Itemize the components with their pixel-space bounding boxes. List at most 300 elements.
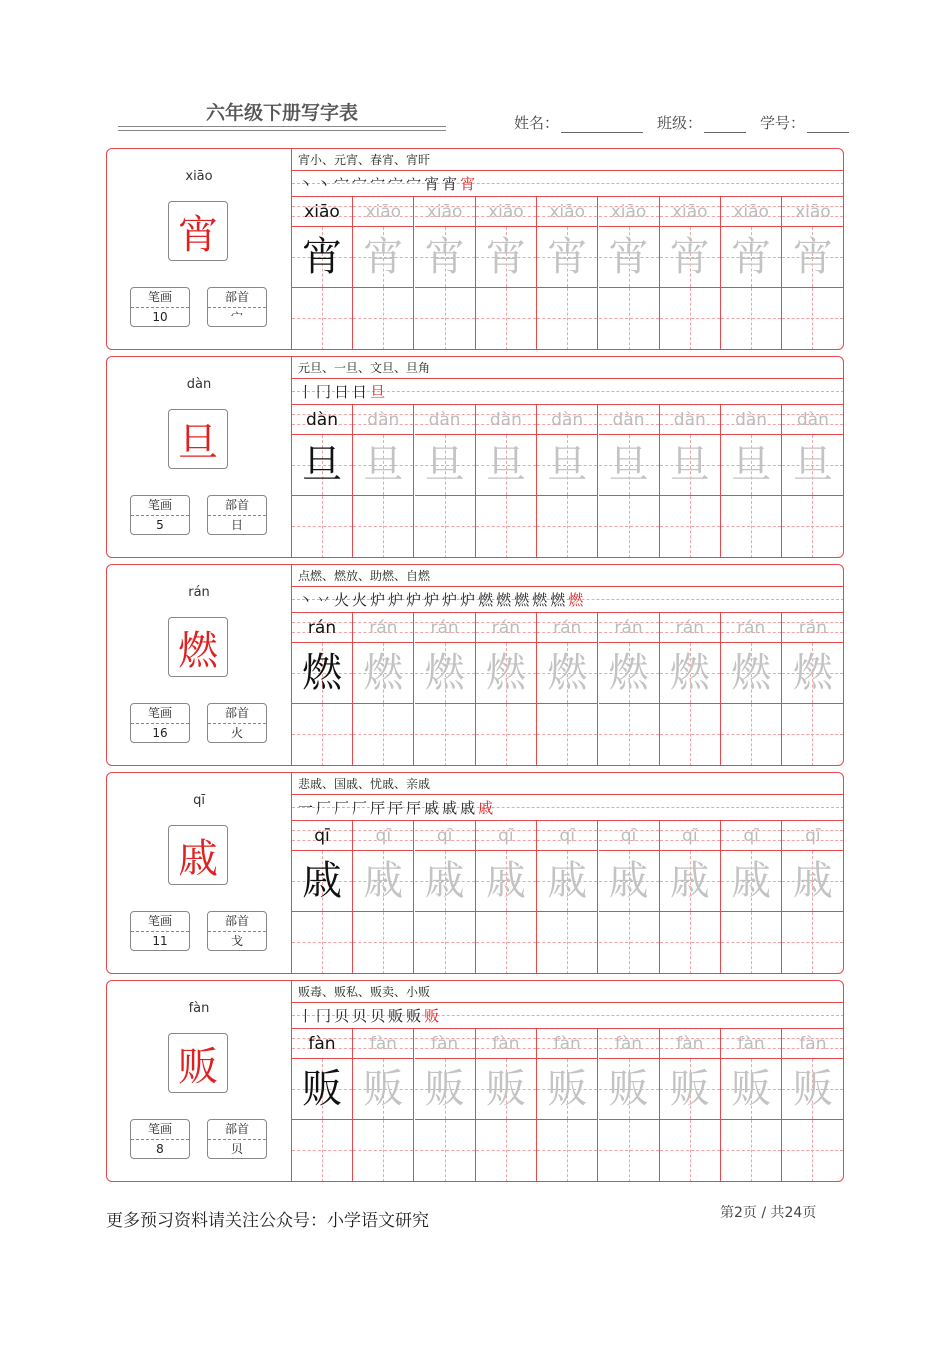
example-words: 宵小、元宵、春宵、宵旰 bbox=[292, 149, 844, 171]
stroke-step: 宀 bbox=[388, 175, 407, 193]
character-pinyin: dàn bbox=[186, 377, 212, 392]
pinyin-cell bbox=[782, 821, 843, 851]
radical-value: 宀 bbox=[230, 310, 243, 324]
class-label: 班级： bbox=[657, 114, 703, 132]
character-display: 燃 bbox=[168, 617, 228, 677]
character-cell[interactable] bbox=[599, 851, 659, 912]
character-cell[interactable] bbox=[782, 227, 843, 288]
stroke-step: 宵 bbox=[442, 175, 461, 193]
character-cell[interactable] bbox=[537, 227, 597, 288]
practice-column bbox=[537, 613, 598, 766]
character-cell[interactable] bbox=[660, 643, 720, 704]
class-field[interactable] bbox=[657, 112, 746, 133]
radical-value: 贝 bbox=[230, 1142, 243, 1156]
blank-writing-cell[interactable] bbox=[292, 1120, 352, 1182]
stroke-step: 贩 bbox=[424, 1007, 443, 1025]
practice-column bbox=[476, 197, 537, 350]
character-model: 贩 bbox=[302, 1066, 342, 1112]
stroke-step: 贩 bbox=[406, 1007, 425, 1025]
character-cell[interactable] bbox=[660, 227, 720, 288]
practice-column bbox=[476, 613, 537, 766]
practice-column bbox=[292, 821, 353, 974]
pinyin-trace: xiāo bbox=[426, 202, 463, 222]
character-info-panel bbox=[107, 565, 292, 765]
blank-writing-cell[interactable] bbox=[599, 288, 659, 350]
practice-column bbox=[353, 821, 414, 974]
stroke-order-row bbox=[292, 795, 844, 821]
blank-writing-cell[interactable] bbox=[599, 1120, 659, 1182]
name-blank[interactable] bbox=[561, 116, 643, 133]
stroke-count-box bbox=[130, 911, 190, 951]
pinyin-model: qī bbox=[314, 826, 330, 846]
title-underline-2 bbox=[118, 130, 446, 131]
stroke-step: 燃 bbox=[532, 591, 551, 609]
pinyin-trace: fàn bbox=[369, 1034, 397, 1054]
stroke-step: 一 bbox=[298, 799, 317, 817]
radical-box bbox=[207, 703, 267, 743]
pinyin-cell bbox=[660, 1029, 720, 1059]
pinyin-cell bbox=[476, 821, 536, 851]
character-cell[interactable] bbox=[721, 643, 781, 704]
pinyin-cell bbox=[537, 821, 597, 851]
character-cell[interactable] bbox=[537, 851, 597, 912]
stroke-order-row bbox=[292, 1003, 844, 1029]
radical-value: 火 bbox=[230, 726, 243, 740]
character-cell[interactable] bbox=[537, 435, 597, 496]
stroke-step: 宀 bbox=[406, 175, 425, 193]
pinyin-cell bbox=[721, 197, 781, 227]
character-cell[interactable] bbox=[782, 435, 843, 496]
pinyin-cell bbox=[292, 821, 352, 851]
blank-writing-cell[interactable] bbox=[721, 704, 781, 766]
blank-writing-cell[interactable] bbox=[415, 912, 475, 974]
character-trace: 燃 bbox=[669, 650, 710, 696]
character-trace: 戚 bbox=[669, 858, 710, 904]
example-words: 点燃、燃放、助燃、自燃 bbox=[292, 565, 844, 587]
practice-column bbox=[721, 197, 782, 350]
practice-column bbox=[292, 197, 353, 350]
blank-writing-cell[interactable] bbox=[782, 288, 843, 350]
stroke-step: 丶 bbox=[316, 175, 335, 193]
stroke-step: 炉 bbox=[406, 591, 425, 609]
stroke-step: 日 bbox=[352, 383, 371, 401]
pinyin-cell bbox=[292, 1029, 352, 1059]
pinyin-trace: xiāo bbox=[795, 202, 831, 222]
pinyin-cell bbox=[599, 405, 659, 435]
practice-column bbox=[782, 197, 843, 350]
pinyin-cell bbox=[537, 197, 597, 227]
blank-writing-cell[interactable] bbox=[660, 704, 720, 766]
practice-panel bbox=[292, 149, 844, 349]
pinyin-trace: rán bbox=[553, 618, 582, 638]
character-trace: 戚 bbox=[792, 858, 833, 904]
character-cell[interactable] bbox=[537, 1059, 597, 1120]
practice-column bbox=[353, 1029, 414, 1182]
pinyin-cell bbox=[353, 613, 413, 643]
pinyin-trace: fàn bbox=[614, 1034, 643, 1054]
pinyin-model: dàn bbox=[306, 410, 338, 430]
pinyin-trace: qī bbox=[620, 826, 637, 846]
pinyin-cell bbox=[721, 821, 781, 851]
character-cell[interactable] bbox=[660, 851, 720, 912]
blank-writing-cell[interactable] bbox=[476, 496, 536, 558]
page-number: 第2页 / 共24页 bbox=[720, 1205, 817, 1221]
practice-column bbox=[599, 821, 660, 974]
pinyin-cell bbox=[660, 197, 720, 227]
blank-writing-cell[interactable] bbox=[292, 912, 352, 974]
pinyin-trace: rán bbox=[614, 618, 643, 638]
example-words: 悲戚、国戚、忧戚、亲戚 bbox=[292, 773, 844, 795]
stroke-count-value: 10 bbox=[152, 310, 168, 324]
blank-writing-cell[interactable] bbox=[292, 288, 352, 350]
stroke-order-row bbox=[292, 171, 844, 197]
radical-box bbox=[207, 495, 267, 535]
character-cell[interactable] bbox=[721, 1059, 781, 1120]
practice-column bbox=[537, 1029, 598, 1182]
blank-writing-cell[interactable] bbox=[537, 288, 597, 350]
stroke-step: 燃 bbox=[496, 591, 515, 609]
blank-writing-cell[interactable] bbox=[537, 912, 597, 974]
character-trace: 宵 bbox=[485, 234, 526, 280]
stroke-step: 厈 bbox=[370, 799, 389, 817]
character-display: 旦 bbox=[168, 409, 228, 469]
character-trace: 戚 bbox=[608, 858, 649, 904]
character-trace: 旦 bbox=[731, 442, 772, 488]
character-cell[interactable] bbox=[782, 851, 843, 912]
stroke-step: 宀 bbox=[334, 175, 353, 193]
stroke-step: 宀 bbox=[352, 175, 371, 193]
pinyin-model: fàn bbox=[308, 1034, 336, 1054]
stroke-count-box bbox=[130, 287, 190, 327]
character-trace: 贩 bbox=[608, 1066, 649, 1112]
pinyin-trace: fàn bbox=[431, 1034, 459, 1054]
character-cell[interactable] bbox=[721, 851, 781, 912]
pinyin-model: xiāo bbox=[304, 202, 340, 222]
student-no-label: 学号： bbox=[760, 114, 806, 132]
character-trace: 贩 bbox=[363, 1066, 404, 1112]
student-no-blank[interactable] bbox=[807, 116, 849, 133]
pinyin-trace: rán bbox=[675, 618, 704, 638]
blank-writing-cell[interactable] bbox=[782, 496, 843, 558]
character-pinyin: qī bbox=[193, 793, 205, 808]
character-cell[interactable] bbox=[476, 227, 536, 288]
name-field[interactable] bbox=[514, 112, 643, 133]
blank-writing-cell[interactable] bbox=[537, 496, 597, 558]
character-cell[interactable] bbox=[353, 227, 413, 288]
character-cell[interactable] bbox=[353, 1059, 413, 1120]
pinyin-cell bbox=[353, 197, 413, 227]
character-cell[interactable] bbox=[599, 227, 659, 288]
stroke-step: 丶 bbox=[298, 175, 317, 193]
blank-writing-cell[interactable] bbox=[599, 704, 659, 766]
character-cell[interactable] bbox=[782, 1059, 843, 1120]
stroke-count-label: 笔画 bbox=[131, 1120, 189, 1140]
pinyin-cell bbox=[415, 821, 475, 851]
character-info-panel bbox=[107, 981, 292, 1181]
pinyin-cell bbox=[476, 613, 536, 643]
pinyin-trace: dàn bbox=[367, 410, 400, 430]
pinyin-trace: rán bbox=[798, 618, 827, 638]
practice-column bbox=[415, 821, 476, 974]
character-cell[interactable] bbox=[292, 851, 352, 912]
blank-writing-cell[interactable] bbox=[660, 1120, 720, 1182]
student-info-fields bbox=[514, 112, 849, 133]
blank-writing-cell[interactable] bbox=[353, 1120, 413, 1182]
practice-column bbox=[660, 197, 721, 350]
page-title: 六年级下册写字表 bbox=[205, 102, 358, 124]
character-cell[interactable] bbox=[415, 435, 475, 496]
character-cell[interactable] bbox=[660, 435, 720, 496]
practice-column bbox=[292, 613, 353, 766]
pinyin-trace: qī bbox=[375, 826, 392, 846]
blank-writing-cell[interactable] bbox=[476, 912, 536, 974]
radical-label: 部首 bbox=[208, 912, 266, 932]
blank-writing-cell[interactable] bbox=[292, 496, 352, 558]
pinyin-trace: fàn bbox=[553, 1034, 581, 1054]
class-blank[interactable] bbox=[704, 116, 746, 133]
stroke-order-row bbox=[292, 379, 844, 405]
pinyin-cell bbox=[599, 613, 659, 643]
character-display: 宵 bbox=[168, 201, 228, 261]
character-cell[interactable] bbox=[292, 643, 352, 704]
blank-writing-cell[interactable] bbox=[292, 704, 352, 766]
stroke-step: 旦 bbox=[370, 383, 389, 401]
pinyin-trace: qī bbox=[559, 826, 575, 846]
practice-column bbox=[292, 1029, 353, 1182]
pinyin-trace: dàn bbox=[612, 410, 645, 430]
blank-writing-cell[interactable] bbox=[599, 496, 659, 558]
stroke-step: 戚 bbox=[424, 799, 443, 817]
character-cell[interactable] bbox=[415, 851, 475, 912]
character-trace: 贩 bbox=[485, 1066, 526, 1112]
practice-column bbox=[782, 1029, 843, 1182]
radical-box bbox=[207, 287, 267, 327]
name-label: 姓名： bbox=[514, 114, 560, 132]
character-trace: 旦 bbox=[363, 442, 404, 488]
pinyin-cell bbox=[537, 613, 597, 643]
pinyin-trace: xiāo bbox=[488, 202, 524, 222]
stroke-step: 日 bbox=[334, 383, 353, 401]
blank-writing-cell[interactable] bbox=[660, 496, 720, 558]
blank-writing-cell[interactable] bbox=[537, 1120, 597, 1182]
stroke-step: 燃 bbox=[550, 591, 569, 609]
blank-writing-cell[interactable] bbox=[476, 1120, 536, 1182]
practice-panel bbox=[292, 773, 844, 973]
character-cell[interactable] bbox=[782, 643, 843, 704]
pinyin-cell bbox=[721, 405, 781, 435]
character-cell[interactable] bbox=[353, 435, 413, 496]
blank-writing-cell[interactable] bbox=[415, 288, 475, 350]
pinyin-trace: dàn bbox=[489, 410, 522, 430]
pinyin-trace: fàn bbox=[676, 1034, 704, 1054]
stroke-count-label: 笔画 bbox=[131, 288, 189, 308]
character-trace: 宵 bbox=[424, 234, 465, 280]
practice-column bbox=[476, 1029, 537, 1182]
pinyin-trace: dàn bbox=[735, 410, 768, 430]
blank-writing-cell[interactable] bbox=[660, 912, 720, 974]
pinyin-trace: qī bbox=[682, 826, 698, 846]
practice-column bbox=[599, 405, 660, 558]
pinyin-trace: rán bbox=[369, 618, 398, 638]
pinyin-cell bbox=[292, 197, 352, 227]
practice-column bbox=[782, 613, 843, 766]
practice-column bbox=[353, 613, 414, 766]
character-trace: 贩 bbox=[731, 1066, 772, 1112]
blank-writing-cell[interactable] bbox=[415, 704, 475, 766]
practice-column bbox=[721, 1029, 782, 1182]
radical-label: 部首 bbox=[208, 704, 266, 724]
character-cell[interactable] bbox=[476, 435, 536, 496]
practice-column bbox=[415, 405, 476, 558]
stroke-step: 炉 bbox=[442, 591, 461, 609]
blank-writing-cell[interactable] bbox=[353, 496, 413, 558]
pinyin-cell bbox=[782, 613, 843, 643]
character-cell[interactable] bbox=[721, 435, 781, 496]
stroke-count-label: 笔画 bbox=[131, 912, 189, 932]
blank-writing-cell[interactable] bbox=[782, 704, 843, 766]
blank-writing-cell[interactable] bbox=[353, 704, 413, 766]
stroke-step: 贩 bbox=[388, 1007, 407, 1025]
character-cell[interactable] bbox=[353, 851, 413, 912]
character-trace: 宵 bbox=[363, 234, 404, 280]
practice-column bbox=[599, 613, 660, 766]
character-trace: 旦 bbox=[669, 442, 710, 488]
stroke-count-box bbox=[130, 703, 190, 743]
pinyin-trace: rán bbox=[737, 618, 766, 638]
example-words: 元旦、一旦、文旦、旦角 bbox=[292, 357, 844, 379]
blank-writing-cell[interactable] bbox=[353, 912, 413, 974]
pinyin-cell bbox=[660, 405, 720, 435]
character-trace: 贩 bbox=[424, 1066, 465, 1112]
blank-writing-cell[interactable] bbox=[782, 912, 843, 974]
blank-writing-cell[interactable] bbox=[476, 704, 536, 766]
pinyin-trace: fàn bbox=[492, 1034, 520, 1054]
pinyin-cell bbox=[415, 197, 475, 227]
blank-writing-cell[interactable] bbox=[721, 912, 781, 974]
stroke-step: 炉 bbox=[460, 591, 479, 609]
character-cell[interactable] bbox=[415, 227, 475, 288]
pinyin-cell bbox=[476, 405, 536, 435]
practice-column bbox=[353, 405, 414, 558]
stroke-step: 燃 bbox=[478, 591, 497, 609]
radical-box bbox=[207, 1119, 267, 1159]
character-trace: 戚 bbox=[547, 858, 588, 904]
blank-writing-cell[interactable] bbox=[353, 288, 413, 350]
stroke-step: 丷 bbox=[316, 591, 335, 609]
character-model: 宵 bbox=[302, 234, 342, 280]
pinyin-cell bbox=[660, 821, 720, 851]
character-trace: 燃 bbox=[485, 650, 526, 696]
practice-column bbox=[599, 1029, 660, 1182]
blank-writing-cell[interactable] bbox=[721, 288, 781, 350]
character-trace: 戚 bbox=[485, 858, 526, 904]
stroke-step: 厈 bbox=[388, 799, 407, 817]
radical-label: 部首 bbox=[208, 288, 266, 308]
stroke-step: 厂 bbox=[334, 799, 353, 817]
character-cell[interactable] bbox=[599, 1059, 659, 1120]
practice-column bbox=[660, 821, 721, 974]
stroke-step: 火 bbox=[334, 591, 353, 609]
pinyin-cell bbox=[476, 1029, 536, 1059]
practice-column bbox=[537, 821, 598, 974]
stroke-step: 厂 bbox=[352, 799, 371, 817]
blank-writing-cell[interactable] bbox=[721, 1120, 781, 1182]
pinyin-model: rán bbox=[307, 618, 337, 638]
pinyin-cell bbox=[476, 197, 536, 227]
blank-writing-cell[interactable] bbox=[537, 704, 597, 766]
character-cell[interactable] bbox=[415, 643, 475, 704]
practice-grid bbox=[292, 821, 844, 974]
character-trace: 旦 bbox=[485, 442, 526, 488]
pinyin-trace: qī bbox=[498, 826, 514, 846]
character-cell[interactable] bbox=[599, 643, 659, 704]
character-pinyin: rán bbox=[188, 585, 210, 600]
stroke-count-value: 8 bbox=[156, 1142, 164, 1156]
blank-writing-cell[interactable] bbox=[782, 1120, 843, 1182]
radical-label: 部首 bbox=[208, 1120, 266, 1140]
pinyin-cell bbox=[353, 405, 413, 435]
pinyin-trace: fàn bbox=[737, 1034, 765, 1054]
blank-writing-cell[interactable] bbox=[721, 496, 781, 558]
stroke-step: 宵 bbox=[424, 175, 443, 193]
character-cell[interactable] bbox=[415, 1059, 475, 1120]
pinyin-trace: xiāo bbox=[733, 202, 769, 222]
character-cell[interactable] bbox=[599, 435, 659, 496]
character-trace: 燃 bbox=[424, 650, 465, 696]
character-cell[interactable] bbox=[353, 643, 413, 704]
character-cell[interactable] bbox=[292, 435, 352, 496]
practice-column bbox=[415, 613, 476, 766]
pinyin-cell bbox=[599, 1029, 659, 1059]
character-cell[interactable] bbox=[537, 643, 597, 704]
blank-writing-cell[interactable] bbox=[415, 1120, 475, 1182]
character-cell[interactable] bbox=[660, 1059, 720, 1120]
practice-column bbox=[292, 405, 353, 558]
stroke-step: 炉 bbox=[370, 591, 389, 609]
practice-column bbox=[415, 197, 476, 350]
practice-grid bbox=[292, 405, 844, 558]
pinyin-trace: dàn bbox=[673, 410, 706, 430]
stroke-step: 宀 bbox=[370, 175, 389, 193]
stroke-count-label: 笔画 bbox=[131, 496, 189, 516]
blank-writing-cell[interactable] bbox=[599, 912, 659, 974]
character-trace: 贩 bbox=[669, 1066, 710, 1112]
pinyin-cell bbox=[415, 1029, 475, 1059]
practice-grid bbox=[292, 197, 844, 350]
character-trace: 贩 bbox=[547, 1066, 588, 1112]
blank-writing-cell[interactable] bbox=[660, 288, 720, 350]
character-cell[interactable] bbox=[292, 1059, 352, 1120]
blank-writing-cell[interactable] bbox=[415, 496, 475, 558]
character-cell[interactable] bbox=[721, 227, 781, 288]
character-cell[interactable] bbox=[292, 227, 352, 288]
pinyin-trace: qī bbox=[743, 826, 759, 846]
character-trace: 燃 bbox=[363, 650, 404, 696]
blank-writing-cell[interactable] bbox=[476, 288, 536, 350]
character-cell[interactable] bbox=[476, 1059, 536, 1120]
character-trace: 宵 bbox=[608, 234, 649, 280]
stroke-step: 冂 bbox=[316, 383, 335, 401]
pinyin-cell bbox=[782, 405, 843, 435]
stroke-step: 贝 bbox=[352, 1007, 371, 1025]
character-trace: 戚 bbox=[731, 858, 772, 904]
practice-column bbox=[476, 821, 537, 974]
character-cell[interactable] bbox=[476, 643, 536, 704]
character-display: 贩 bbox=[168, 1033, 228, 1093]
pinyin-trace: dàn bbox=[428, 410, 461, 430]
character-cell[interactable] bbox=[476, 851, 536, 912]
student-no-field[interactable] bbox=[760, 112, 849, 133]
